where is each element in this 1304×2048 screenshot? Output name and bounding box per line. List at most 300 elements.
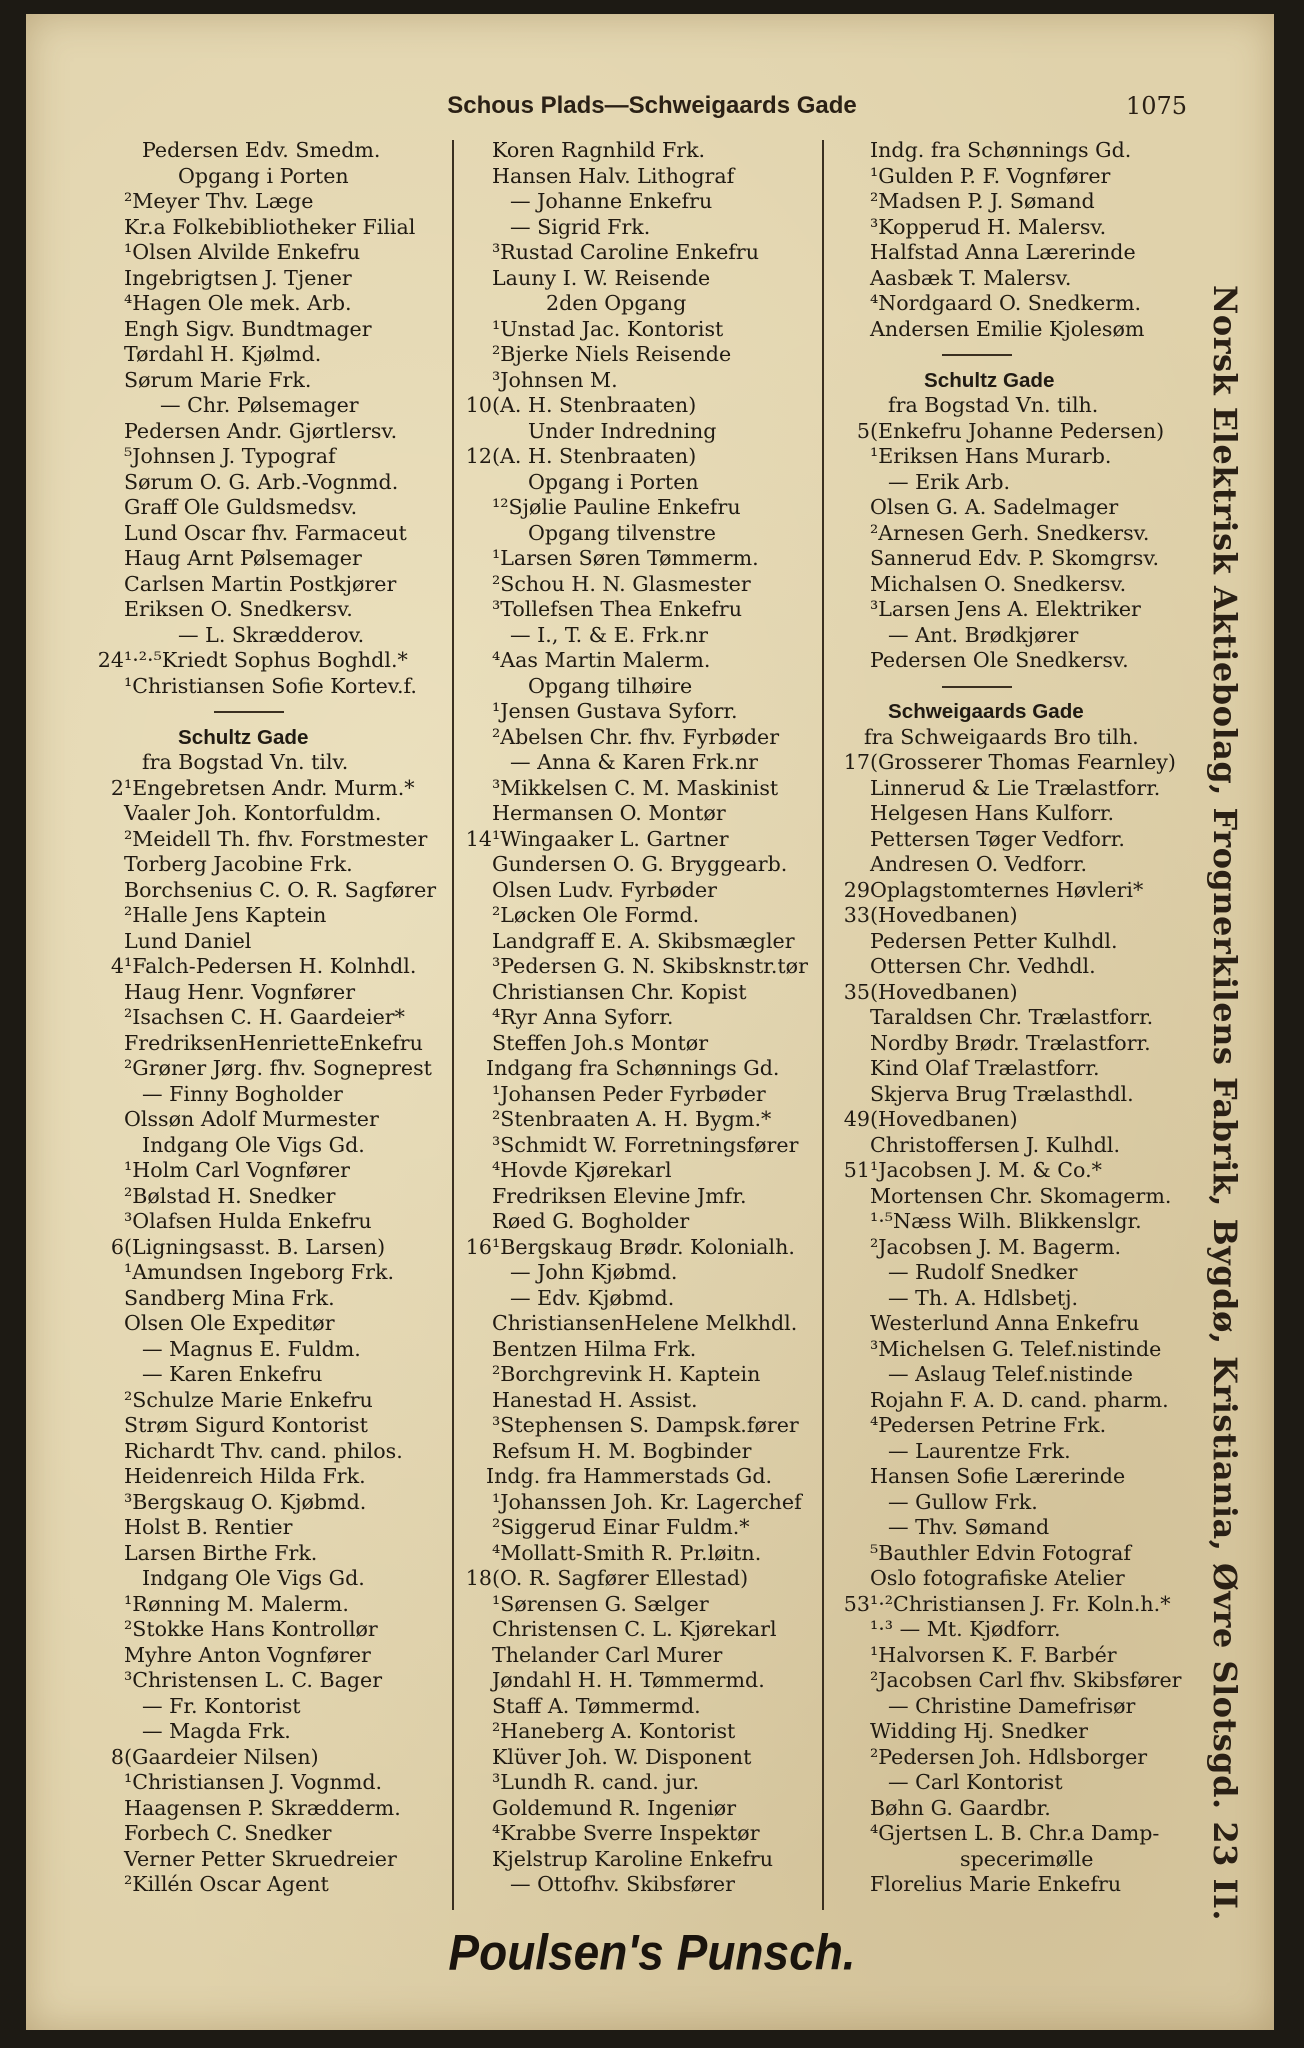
directory-entry	[462, 164, 824, 190]
directory-entry	[462, 648, 824, 674]
entry-text: ²Madsen P. J. Sømand	[870, 189, 1095, 213]
directory-entry	[840, 903, 1180, 929]
directory-entry	[462, 393, 824, 419]
directory-entry	[840, 1184, 1180, 1210]
entry-text: Mortensen Chr. Skomagerm.	[870, 1183, 1172, 1208]
entry-text: Helgesen Hans Kulforr.	[870, 801, 1115, 825]
entry-text: ¹Christiansen Sofie Kortev.f.	[124, 673, 417, 698]
entry-text: ³Larsen Jens A. Elektriker	[870, 597, 1141, 621]
directory-entry	[462, 1056, 824, 1082]
entry-text: Andresen O. Vedforr.	[870, 852, 1088, 876]
directory-entry	[94, 827, 454, 853]
entry-text: ²Løcken Ole Formd.	[492, 903, 700, 927]
directory-entry	[94, 1413, 454, 1439]
directory-entry	[94, 419, 454, 445]
entry-text: 2den Opgang	[546, 291, 687, 315]
entry-text: Haagensen P. Skrædderm.	[124, 1795, 401, 1820]
entry-text: ¹Sørensen G. Sælger	[492, 1591, 709, 1616]
entry-text: Under Indredning	[528, 418, 717, 443]
entry-text: ³Kopperud H. Malersv.	[870, 214, 1107, 239]
entry-text: Holst B. Rentier	[124, 1515, 293, 1539]
entry-text: Sandberg Mina Frk.	[124, 1285, 335, 1310]
entry-text: Thelander Carl Murer	[492, 1642, 723, 1667]
directory-entry	[462, 1260, 824, 1286]
entry-text: ³Bergskaug O. Kjøbmd.	[124, 1489, 367, 1514]
directory-entry	[462, 1643, 824, 1669]
entry-text: ¹Engebretsen Andr. Murm.*	[124, 775, 415, 800]
directory-entry	[462, 1541, 824, 1567]
directory-entry	[94, 266, 454, 292]
directory-entry	[94, 852, 454, 878]
directory-entry	[94, 138, 454, 164]
directory-entry	[840, 189, 1180, 215]
directory-entry	[840, 291, 1180, 317]
directory-entry	[462, 980, 824, 1006]
directory-entry	[462, 1235, 824, 1261]
entry-text: Michalsen O. Snedkersv.	[870, 571, 1127, 596]
directory-entry	[94, 495, 454, 521]
entry-text: — Th. A. Hdlsbetj.	[888, 1285, 1079, 1310]
directory-entry	[840, 1056, 1180, 1082]
entry-text: — Johanne Enkefru	[510, 189, 713, 213]
directory-entry	[840, 1617, 1180, 1643]
directory-entry	[840, 1260, 1180, 1286]
entry-text: Gundersen O. G. Bryggearb.	[492, 852, 788, 876]
directory-entry	[94, 750, 454, 776]
directory-entry	[840, 1439, 1180, 1465]
entry-text: Jøndahl H. H. Tømmermd.	[492, 1668, 765, 1692]
directory-entry	[840, 1235, 1180, 1261]
directory-entry	[462, 827, 824, 853]
directory-entry	[840, 1388, 1180, 1414]
directory-entry	[462, 801, 824, 827]
entry-text: Goldemund R. Ingeniør	[492, 1795, 737, 1820]
entry-text: ⁴Gjertsen L. B. Chr.a Damp-	[870, 1821, 1160, 1845]
directory-entry	[462, 1515, 824, 1541]
directory-entry	[94, 521, 454, 547]
entry-text: ⁴Krabbe Sverre Inspektør	[492, 1821, 760, 1845]
directory-entry	[462, 1490, 824, 1516]
directory-entry	[840, 1031, 1180, 1057]
entry-text: ¹Wingaaker L. Gartner	[492, 826, 729, 851]
directory-entry	[94, 1566, 454, 1592]
entry-text: — Fr. Kontorist	[142, 1693, 301, 1718]
directory-entry	[840, 725, 1180, 751]
entry-text: fra Bogstad Vn. tilv.	[142, 750, 349, 774]
entry-text: Pedersen Ole Snedkersv.	[870, 648, 1129, 672]
entry-text: ¹·⁵Næss Wilh. Blikkenslgr.	[870, 1209, 1142, 1233]
directory-entry	[462, 189, 824, 215]
directory-entry	[94, 1694, 454, 1720]
directory-entry	[94, 572, 454, 598]
directory-entry	[462, 1107, 824, 1133]
entry-text: ³Tollefsen Thea Enkefru	[492, 597, 743, 621]
entry-text: Opgang i Porten	[528, 469, 699, 494]
directory-entry	[840, 1821, 1180, 1847]
page-number: 1075	[1125, 92, 1187, 120]
directory-entry	[840, 470, 1180, 496]
entry-text: Opgang tilvenstre	[528, 520, 716, 545]
directory-entry	[840, 954, 1180, 980]
entry-text: Sørum O. G. Arb.-Vognmd.	[124, 469, 399, 494]
section-separator	[94, 699, 454, 725]
directory-entry	[462, 1031, 824, 1057]
entry-text: — Edv. Kjøbmd.	[510, 1285, 675, 1310]
entry-text: Olsen G. A. Sadelmager	[870, 495, 1119, 519]
section-separator	[840, 342, 1180, 368]
page-header-title: Schous Plads—Schweigaards Gade	[447, 92, 857, 119]
entry-text: ²Jacobsen Carl fhv. Skibsfører	[870, 1668, 1182, 1692]
entry-text: Engh Sigv. Bundtmager	[124, 316, 372, 341]
directory-entry	[840, 1566, 1180, 1592]
entry-text: Olsen Ludv. Fyrbøder	[492, 877, 718, 902]
entry-text: Staff A. Tømmermd.	[492, 1693, 701, 1718]
entry-text: ⁴Pedersen Petrine Frk.	[870, 1413, 1107, 1437]
entry-text: — Aslaug Telef.nistinde	[888, 1362, 1133, 1386]
directory-entry	[94, 1260, 454, 1286]
house-number: 29	[843, 877, 870, 902]
entry-text: Florelius Marie Enkefru	[870, 1872, 1122, 1896]
directory-entry	[840, 750, 1180, 776]
entry-text: ⁴Ryr Anna Syforr.	[492, 1005, 674, 1029]
entry-text: (O. R. Sagfører Ellestad)	[492, 1566, 749, 1590]
entry-text: ²Halle Jens Kaptein	[124, 903, 327, 927]
directory-entry	[462, 1592, 824, 1618]
directory-entry	[94, 1592, 454, 1618]
directory-entry	[840, 1133, 1180, 1159]
entry-text: Aasbæk T. Malersv.	[870, 265, 1072, 290]
entry-text: ¹Unstad Jac. Kontorist	[492, 316, 724, 341]
directory-entry	[462, 878, 824, 904]
directory-entry	[840, 827, 1180, 853]
directory-entry	[462, 495, 824, 521]
directory-entry	[840, 444, 1180, 470]
entry-text: ¹Larsen Søren Tømmerm.	[492, 546, 759, 570]
directory-entry	[94, 1005, 454, 1031]
directory-entry	[840, 521, 1180, 547]
directory-entry	[94, 1031, 454, 1057]
entry-text: Koren Ragnhild Frk.	[492, 138, 706, 162]
entry-text: ChristiansenHelene Melkhdl.	[492, 1311, 798, 1335]
directory-entry	[94, 1821, 454, 1847]
entry-text: ²Pedersen Joh. Hdlsborger	[870, 1744, 1148, 1769]
directory-entry	[94, 189, 454, 215]
directory-entry	[462, 1770, 824, 1796]
house-number: 2	[110, 775, 124, 800]
entry-text: — Finny Bogholder	[142, 1081, 343, 1106]
directory-entry	[840, 929, 1180, 955]
street-heading	[840, 368, 1180, 394]
directory-column-1	[94, 138, 454, 1898]
directory-entry	[840, 801, 1180, 827]
street-name: Schweigaards Gade	[888, 700, 1084, 723]
directory-entry	[840, 1770, 1180, 1796]
directory-entry	[462, 1133, 824, 1159]
entry-text: Heidenreich Hilda Frk.	[124, 1464, 366, 1488]
entry-text: Opgang i Porten	[178, 163, 349, 188]
column-divider	[822, 140, 824, 1910]
directory-entry	[462, 699, 824, 725]
house-number: 18	[465, 1566, 492, 1590]
directory-entry	[462, 725, 824, 751]
entry-text: ¹²Sjølie Pauline Enkefru	[492, 495, 741, 519]
entry-text: Forbech C. Snedker	[124, 1821, 332, 1845]
entry-text: Carlsen Martin Postkjører	[124, 571, 397, 596]
directory-entry	[94, 648, 454, 674]
directory-entry	[840, 1209, 1180, 1235]
entry-text: ²Bjerke Niels Reisende	[492, 342, 732, 366]
separator-rule	[942, 354, 1012, 356]
entry-text: Olssøn Adolf Murmester	[124, 1107, 379, 1131]
directory-entry	[462, 266, 824, 292]
entry-text: ¹Falch-Pedersen H. Kolnhdl.	[124, 954, 417, 978]
entry-text: — Rudolf Snedker	[888, 1260, 1078, 1284]
entry-text: — L. Skrædderov.	[178, 622, 365, 647]
entry-text: Hansen Sofie Lærerinde	[870, 1464, 1126, 1488]
directory-entry	[840, 266, 1180, 292]
entry-text: ³Johnsen M.	[492, 367, 618, 392]
directory-entry	[462, 1566, 824, 1592]
directory-entry	[462, 240, 824, 266]
entry-text: ²Bølstad H. Snedker	[124, 1183, 336, 1208]
entry-text: ²Borchgrevink H. Kaptein	[492, 1362, 761, 1386]
entry-text: ¹Johansen Peder Fyrbøder	[492, 1081, 766, 1106]
entry-text: Indgang fra Schønnings Gd.	[486, 1056, 780, 1080]
entry-text: ¹Eriksen Hans Murarb.	[870, 444, 1112, 468]
entry-text: Tørdahl H. Kjølmd.	[124, 342, 322, 366]
directory-entry	[94, 1464, 454, 1490]
directory-entry	[94, 368, 454, 394]
directory-entry	[94, 1158, 454, 1184]
directory-entry	[94, 240, 454, 266]
entry-text: ²Abelsen Chr. fhv. Fyrbøder	[492, 724, 780, 749]
directory-entry	[94, 1745, 454, 1771]
directory-entry	[94, 1311, 454, 1337]
directory-entry	[462, 750, 824, 776]
entry-text: — I., T. & E. Frk.nr	[510, 622, 708, 647]
directory-entry	[462, 1745, 824, 1771]
entry-text: Westerlund Anna Enkefru	[870, 1311, 1140, 1335]
entry-text: — Ant. Brødkjører	[888, 622, 1079, 647]
directory-entry	[94, 1184, 454, 1210]
entry-text: Ingebrigtsen J. Tjener	[124, 265, 352, 290]
directory-entry	[462, 1464, 824, 1490]
entry-text: Linnerud & Lie Trælastforr.	[870, 775, 1161, 800]
entry-text: ¹Halvorsen K. F. Barbér	[870, 1642, 1117, 1667]
entry-text: — Ottofhv. Skibsfører	[510, 1872, 735, 1896]
directory-entry	[840, 215, 1180, 241]
directory-entry	[840, 572, 1180, 598]
directory-entry	[94, 470, 454, 496]
directory-entry	[840, 1643, 1180, 1669]
directory-entry	[94, 1668, 454, 1694]
entry-text: Halfstad Anna Lærerinde	[870, 240, 1136, 264]
directory-entry	[94, 597, 454, 623]
entry-text: ⁴Aas Martin Malerm.	[492, 648, 711, 672]
street-name: Schultz Gade	[178, 725, 309, 749]
directory-entry	[94, 1770, 454, 1796]
directory-entry	[94, 1515, 454, 1541]
directory-entry	[840, 164, 1180, 190]
directory-entry	[840, 776, 1180, 802]
directory-entry	[462, 1719, 824, 1745]
directory-entry	[462, 1362, 824, 1388]
entry-text: Lund Oscar fhv. Farmaceut	[124, 520, 407, 545]
directory-entry	[94, 1617, 454, 1643]
entry-text: FredriksenHenrietteEnkefru	[124, 1030, 423, 1055]
directory-entry	[94, 1056, 454, 1082]
directory-entry	[462, 342, 824, 368]
bottom-advertisement: Poulsen's Punsch.	[448, 1923, 856, 1981]
separator-rule	[214, 711, 284, 713]
directory-entry	[462, 1872, 824, 1898]
directory-entry	[94, 903, 454, 929]
house-number: 10	[465, 393, 492, 417]
entry-text: ⁴Nordgaard O. Snedkerm.	[870, 291, 1142, 315]
entry-text: Opgang tilhøire	[528, 673, 693, 698]
directory-entry	[94, 1796, 454, 1822]
entry-text: Verner Petter Skruedreier	[124, 1846, 397, 1871]
directory-entry	[462, 1158, 824, 1184]
entry-text: Fredriksen Elevine Jmfr.	[492, 1183, 747, 1208]
house-number: 6	[110, 1234, 124, 1259]
entry-text: — Anna & Karen Frk.nr	[510, 750, 759, 774]
entry-text: ²Schou H. N. Glasmester	[492, 571, 751, 596]
house-number: 35	[843, 979, 870, 1004]
entry-text: Refsum H. M. Bogbinder	[492, 1438, 752, 1463]
directory-entry	[462, 1209, 824, 1235]
entry-text: ³Stephensen S. Dampsk.fører	[492, 1413, 799, 1437]
entry-text: Sørum Marie Frk.	[124, 367, 312, 392]
entry-text: — Carl Kontorist	[888, 1770, 1063, 1794]
directory-entry	[462, 291, 824, 317]
entry-text: Indgang Ole Vigs Gd.	[142, 1132, 365, 1157]
directory-entry	[462, 470, 824, 496]
directory-entry	[840, 1311, 1180, 1337]
directory-entry	[94, 674, 454, 700]
directory-entry	[840, 1107, 1180, 1133]
directory-entry	[462, 674, 824, 700]
directory-entry	[840, 419, 1180, 445]
entry-text: — Thv. Sømand	[888, 1515, 1050, 1539]
entry-text: Skjerva Brug Trælasthdl.	[870, 1081, 1134, 1106]
directory-entry	[840, 1796, 1180, 1822]
entry-text: Torberg Jacobine Frk.	[124, 852, 353, 876]
entry-text: Widding Hj. Snedker	[870, 1719, 1089, 1743]
entry-text: — Gullow Frk.	[888, 1489, 1038, 1514]
directory-entry	[94, 1439, 454, 1465]
entry-text: fra Bogstad Vn. tilh.	[888, 393, 1099, 417]
directory-entry	[840, 648, 1180, 674]
entry-text: Nordby Brødr. Trælastforr.	[870, 1030, 1151, 1055]
entry-text: Bøhn G. Gaardbr.	[870, 1795, 1051, 1820]
directory-entry	[840, 980, 1180, 1006]
entry-text: Pettersen Tøger Vedforr.	[870, 826, 1125, 851]
directory-entry	[94, 1847, 454, 1873]
directory-entry	[462, 1337, 824, 1363]
street-heading	[840, 699, 1180, 725]
entry-text: ²Stokke Hans Kontrollør	[124, 1617, 378, 1641]
directory-entry	[840, 240, 1180, 266]
directory-entry	[840, 1158, 1180, 1184]
directory-entry	[94, 164, 454, 190]
directory-entry	[462, 215, 824, 241]
directory-entry	[840, 393, 1180, 419]
directory-entry	[94, 291, 454, 317]
directory-entry	[462, 138, 824, 164]
entry-text: Richardt Thv. cand. philos.	[124, 1438, 403, 1463]
directory-entry	[94, 801, 454, 827]
entry-text: ³Pedersen G. N. Skibsknstr.tør	[492, 954, 808, 978]
directory-entry	[94, 1541, 454, 1567]
entry-text: Bentzen Hilma Frk.	[492, 1336, 697, 1361]
entry-text: ²Meyer Thv. Læge	[124, 189, 314, 213]
directory-entry	[462, 1005, 824, 1031]
entry-text: Pedersen Petter Kulhdl.	[870, 928, 1118, 953]
directory-entry	[94, 1490, 454, 1516]
directory-entry	[840, 1490, 1180, 1516]
entry-text: ²Arnesen Gerh. Snedkersv.	[870, 520, 1150, 545]
entry-text: ⁴Hagen Ole mek. Arb.	[124, 291, 352, 315]
entry-text: Launy I. W. Reisende	[492, 265, 711, 290]
entry-text: Pedersen Edv. Smedm.	[142, 138, 381, 162]
entry-text: (Hovedbanen)	[870, 1107, 1018, 1131]
entry-text: Andersen Emilie Kjolesøm	[870, 316, 1145, 341]
directory-entry	[462, 1668, 824, 1694]
entry-text: ¹Holm Carl Vognfører	[124, 1158, 351, 1182]
entry-text: Vaaler Joh. Kontorfuldm.	[124, 801, 382, 825]
entry-text: Larsen Birthe Frk.	[124, 1540, 318, 1565]
entry-text: Graff Ole Guldsmedsv.	[124, 495, 358, 519]
entry-text: Oplagstomternes Høvleri*	[870, 877, 1144, 902]
directory-entry	[94, 623, 454, 649]
entry-text: ¹Jacobsen J. M. & Co.*	[870, 1158, 1102, 1182]
entry-text: ¹·²Christiansen J. Fr. Koln.h.*	[870, 1591, 1171, 1616]
directory-entry	[462, 1796, 824, 1822]
directory-entry	[94, 1872, 454, 1898]
entry-text: ¹Amundsen Ingeborg Frk.	[124, 1260, 395, 1284]
directory-entry	[462, 1439, 824, 1465]
directory-entry	[840, 1872, 1180, 1898]
directory-entry	[840, 1362, 1180, 1388]
entry-text: ²Schulze Marie Enkefru	[124, 1387, 373, 1412]
entry-text: Pedersen Andr. Gjørtlersv.	[124, 418, 398, 443]
column-divider	[452, 140, 454, 1910]
directory-entry	[462, 1847, 824, 1873]
entry-text: (Gaardeier Nilsen)	[124, 1744, 319, 1769]
entry-text: — Erik Arb.	[888, 469, 1011, 494]
entry-text: ¹Jensen Gustava Syforr.	[492, 699, 738, 723]
entry-text: Røed G. Bogholder	[492, 1209, 690, 1233]
directory-entry	[94, 317, 454, 343]
directory-entry	[840, 1082, 1180, 1108]
entry-text: Kind Olaf Trælastforr.	[870, 1056, 1100, 1080]
directory-entry	[462, 1082, 824, 1108]
entry-text: ⁴Hovde Kjørekarl	[492, 1158, 672, 1182]
entry-text: Christiansen Chr. Kopist	[492, 979, 747, 1004]
directory-entry	[462, 776, 824, 802]
directory-entry	[462, 419, 824, 445]
directory-entry	[462, 572, 824, 598]
directory-entry	[840, 1745, 1180, 1771]
entry-text: Olsen Ole Expeditør	[124, 1311, 335, 1335]
entry-text: Borchsenius C. O. R. Sagfører	[124, 877, 437, 902]
directory-entry	[840, 1541, 1180, 1567]
entry-text: ³Christensen L. C. Bager	[124, 1668, 383, 1692]
directory-entry	[94, 1209, 454, 1235]
entry-text: Hansen Halv. Lithograf	[492, 163, 735, 188]
directory-entry	[840, 495, 1180, 521]
